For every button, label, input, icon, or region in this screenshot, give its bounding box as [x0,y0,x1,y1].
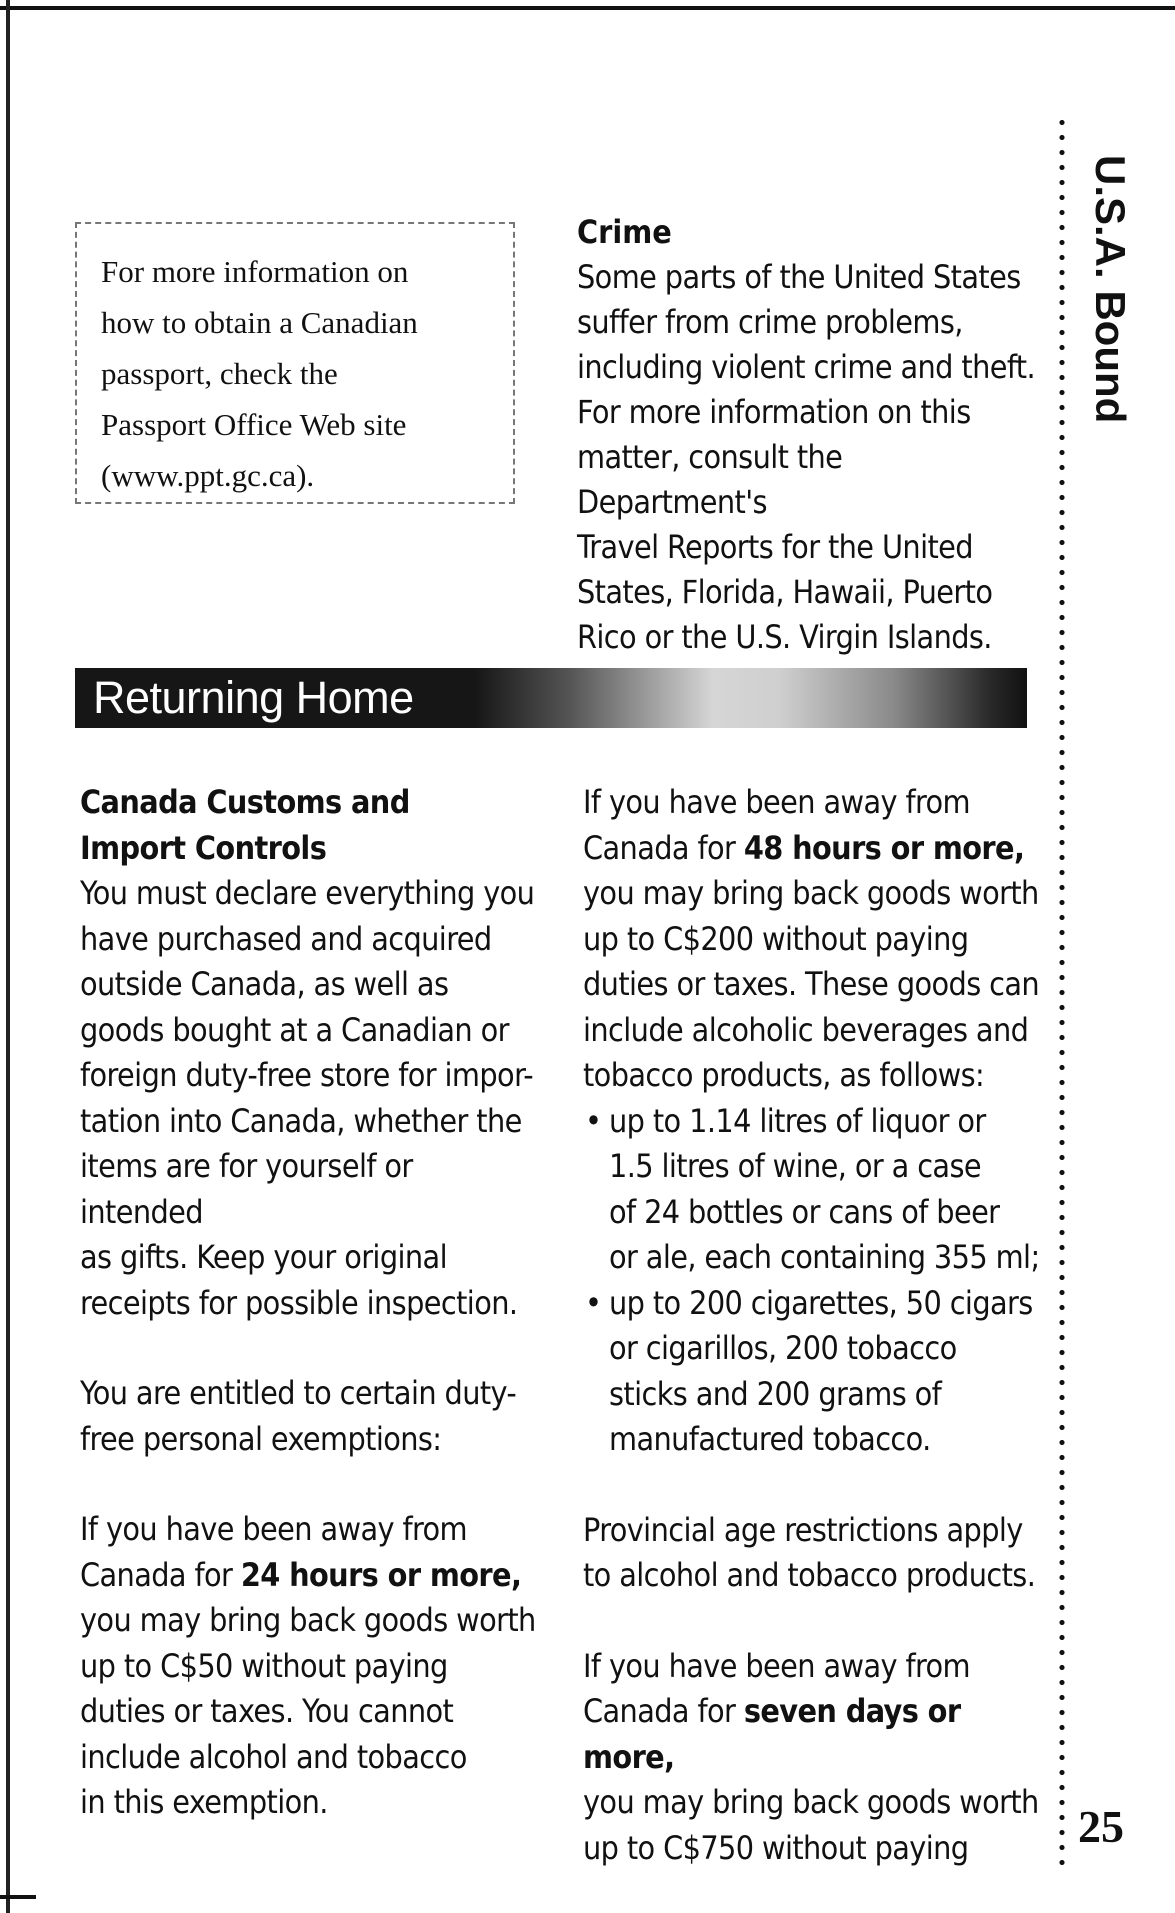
text-line: you may bring back goods worth [583,1783,1039,1821]
text-line: manufactured tobacco. [609,1420,931,1458]
crime-line: suffer from crime problems, [577,303,963,341]
text-line: If you have been away from [583,1646,970,1685]
text-line [583,1689,1043,1780]
info-line-url: (www.ppt.gc.ca). [101,458,315,493]
text-line: or cigarillos, 200 tobacco [609,1329,957,1367]
bold-duration: seven days or more, [583,1692,961,1776]
customs-heading [80,780,540,871]
section-banner [75,668,1027,728]
paragraph-gap [583,1599,1043,1644]
text-line: up to C$200 without paying [583,919,969,958]
declare-paragraph [80,871,540,1326]
text-line: of 24 bottles or cans of beer [609,1192,1000,1231]
text-line: You must declare everything you [80,874,535,912]
crime-line: matter, consult the Department's [577,438,843,521]
info-line: For more information on [101,254,409,289]
text-line: tation into Canada, whether the [80,1101,522,1140]
exemption-24-hours-paragraph [80,1507,540,1826]
customs-heading-line: Import Controls [80,828,327,867]
exemption-48-hours-paragraph [583,780,1043,1099]
left-border-rule [6,0,10,1913]
text-span: Canada for [80,1555,241,1594]
text-line: or ale, each containing 355 ml; [609,1238,1040,1276]
text-line: in this exemption. [80,1783,328,1821]
text-line: • up to 200 cigarettes, 50 cigars [609,1283,1033,1322]
paragraph-gap [80,1326,540,1371]
text-line: you may bring back goods worth [583,874,1039,912]
crime-line: Travel Reports for the United [577,528,973,566]
text-line: If you have been away from [80,1510,467,1548]
text-line: goods bought at a Canadian or [80,1010,509,1049]
text-line: include alcohol and tobacco [80,1737,467,1776]
bold-duration: 24 hours or more, [240,1555,522,1594]
crime-line: including violent crime and theft. [577,348,1036,386]
text-line: items are for yourself or intended [80,1147,413,1231]
text-line: to alcohol and tobacco products. [583,1556,1036,1594]
text-line: • up to 1.14 litres of liquor or [609,1101,986,1140]
text-line: duties or taxes. These goods can [583,965,1040,1003]
customs-heading-line: Canada Customs and [80,783,410,821]
crime-line: For more information on this [577,393,971,431]
text-line: You are entitled to certain duty- [80,1374,517,1412]
bottom-corner-tick [0,1895,36,1899]
right-column [583,780,1043,1871]
crime-section [577,210,1037,660]
exemptions-paragraph [80,1371,540,1462]
bullet-item-alcohol [583,1099,1043,1281]
crime-line: Rico or the U.S. Virgin Islands. [577,618,992,656]
top-border-rule [0,6,1175,10]
text-line: include alcoholic beverages and [583,1010,1029,1049]
sidebar-section-title: U.S.A. Bound [1087,155,1134,424]
left-column [80,780,540,1826]
text-line: Provincial age restrictions apply [583,1510,1023,1549]
age-restrictions-paragraph [583,1508,1043,1599]
info-line: passport, check the [101,356,338,391]
text-line: 1.5 litres of wine, or a case [609,1147,981,1185]
passport-info-box [75,222,515,504]
crime-body [577,255,1037,660]
crime-line: States, Florida, Hawaii, Puerto [577,573,993,611]
text-line: If you have been away from [583,783,970,821]
text-line: tobacco products, as follows: [583,1056,985,1094]
text-line: have purchased and acquired [80,919,492,958]
sidebar-dotted-rule [1058,115,1066,1875]
text-line: you may bring back goods worth [80,1601,536,1639]
info-line: how to obtain a Canadian [101,305,418,340]
paragraph-gap [80,1462,540,1507]
text-line: duties or taxes. You cannot [80,1692,454,1730]
text-span: Canada for [583,828,744,867]
text-line [583,826,1043,872]
paragraph-gap [583,1463,1043,1508]
text-line: foreign duty-free store for impor- [80,1056,534,1094]
text-line: outside Canada, as well as [80,965,449,1003]
exemption-seven-days-paragraph [583,1644,1043,1872]
text-line: up to C$50 without paying [80,1646,448,1685]
text-line [80,1553,540,1599]
crime-heading: Crime [577,213,672,251]
text-line: sticks and 200 grams of [609,1374,942,1413]
text-line: as gifts. Keep your original [80,1238,447,1276]
crime-line: Some parts of the United States [577,258,1021,296]
section-title: Returning Home [93,672,414,723]
text-line: free personal exemptions: [80,1419,442,1458]
allowance-bullet-list [583,1099,1043,1463]
text-line: up to C$750 without paying [583,1828,969,1867]
text-span: Canada for [583,1692,744,1730]
text-line: receipts for possible inspection. [80,1283,518,1322]
bold-duration: 48 hours or more, [743,828,1025,867]
page-number: 25 [1078,1801,1124,1852]
info-line: Passport Office Web site [101,407,407,442]
bullet-item-tobacco [583,1281,1043,1463]
